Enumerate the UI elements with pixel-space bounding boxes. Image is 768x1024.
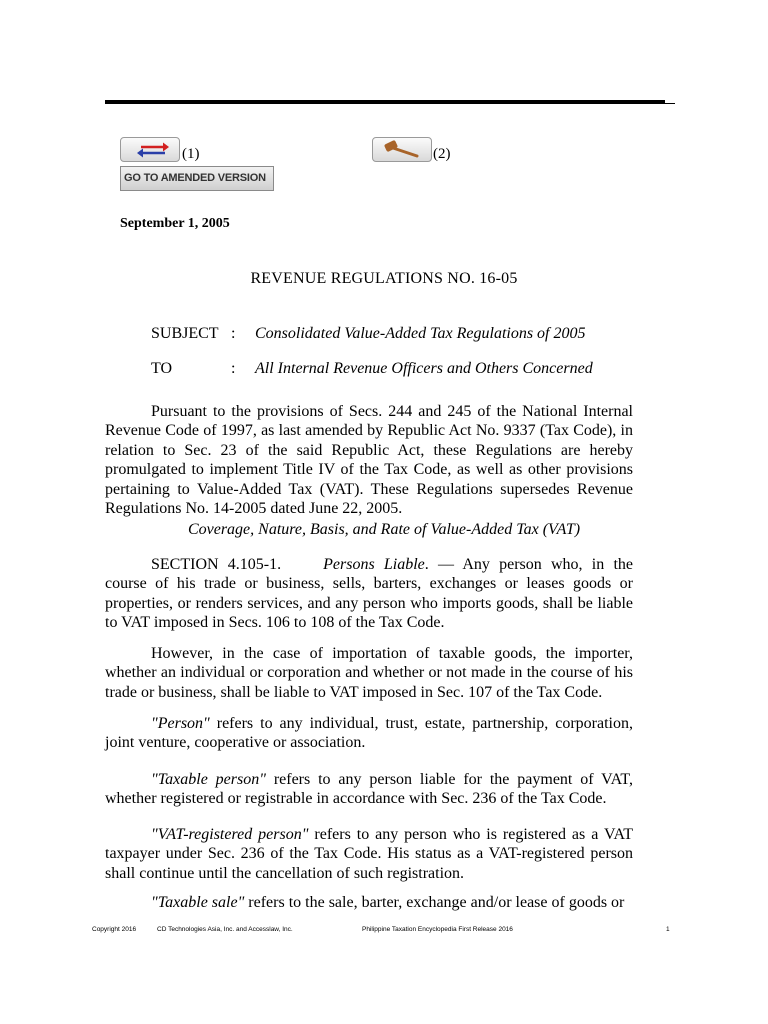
definition-text: refers to the sale, barter, exchange and/or lease of goods or — [244, 894, 625, 911]
footer-page-number: 1 — [666, 926, 670, 933]
to-value: All Internal Revenue Officers and Others Concerned — [255, 360, 593, 377]
importation-paragraph: However, in the case of importation of taxable goods, the importer, whether an individual or corporation and whether or not made in the course of his trade or business, shall be liable to VAT imposed in Sec. 107 of the Tax Code. — [105, 645, 633, 701]
go-to-amended-version-button[interactable]: GO TO AMENDED VERSION — [120, 166, 274, 191]
arrows-swap-icon — [121, 138, 179, 161]
document-title: REVENUE REGULATIONS NO. 16-05 — [250, 270, 518, 287]
to-colon: : — [231, 360, 236, 377]
intro-paragraph: Pursuant to the provisions of Secs. 244 and 245 of the National Internal Revenue Code of 1997, as last amended by Republic Act No. 9337 (Tax Code), in relation to Sec. 23 of the said Republic Act, these Regulations are hereby promulgated to implement Title IV of the Tax Code, as well as other provisions pertaining to Value-Added Tax (VAT). These Regulations supersedes Revenue Regulations No. 14-2005 dated June 22, 2005. — [105, 403, 633, 518]
definition-text: refers to any person who is registered as a VAT taxpayer under Sec. 236 of the Tax Code. His status as a VAT-registered person shall continue until the cancellation of such registration. — [105, 826, 634, 882]
definition-text: refers to any individual, trust, estate, partnership, corporation, joint venture, cooperative or association. — [105, 715, 633, 752]
subject-value: Consolidated Value-Added Tax Regulations of 2005 — [255, 325, 586, 342]
section-4-105-1-paragraph — [105, 555, 633, 633]
definition-term: "Taxable person" — [151, 771, 266, 788]
definition-text: refers to any person liable for the payment of VAT, whether registered or registrable in accordance with Sec. 236 of the Tax Code. — [105, 771, 633, 808]
footer-company: CD Technologies Asia, Inc. and Accesslaw, Inc. — [157, 926, 293, 933]
section-heading: Coverage, Nature, Basis, and Rate of Value-Added Tax (VAT) — [187, 521, 581, 538]
gavel-icon — [373, 138, 431, 161]
section-title: Persons Liable — [323, 556, 425, 573]
top-rule-extension — [660, 103, 675, 104]
definition-term: "Taxable sale" — [151, 894, 245, 911]
document-date: September 1, 2005 — [120, 216, 230, 231]
subject-label: SUBJECT — [151, 325, 219, 342]
definition-person — [105, 714, 633, 753]
footer-copyright: Copyright 2016 — [92, 926, 137, 933]
to-label: TO — [151, 360, 173, 377]
definition-vat-registered-person — [105, 825, 633, 883]
top-rule — [105, 100, 665, 104]
reference-2-button[interactable] — [372, 137, 432, 162]
section-text: . — Any person who, in the course of his trade or business, sells, barters, exchanges or leases goods or properties, or renders services, and any person who imports goods, shall be liable to VAT imposed in Secs. 106 to 108 of the Tax Code. — [105, 556, 633, 632]
subject-colon: : — [231, 325, 236, 342]
reference-2-label: (2) — [433, 146, 451, 162]
definition-taxable-sale — [105, 893, 633, 912]
definition-taxable-person — [105, 770, 633, 809]
section-number: SECTION 4.105-1. — [151, 556, 282, 573]
footer-product: Philippine Taxation Encyclopedia First Release 2016 — [362, 926, 513, 933]
reference-1-label: (1) — [182, 146, 200, 162]
definition-term: "Person" — [151, 715, 210, 732]
definition-term: "VAT-registered person" — [151, 826, 309, 843]
reference-1-button[interactable] — [120, 137, 180, 162]
